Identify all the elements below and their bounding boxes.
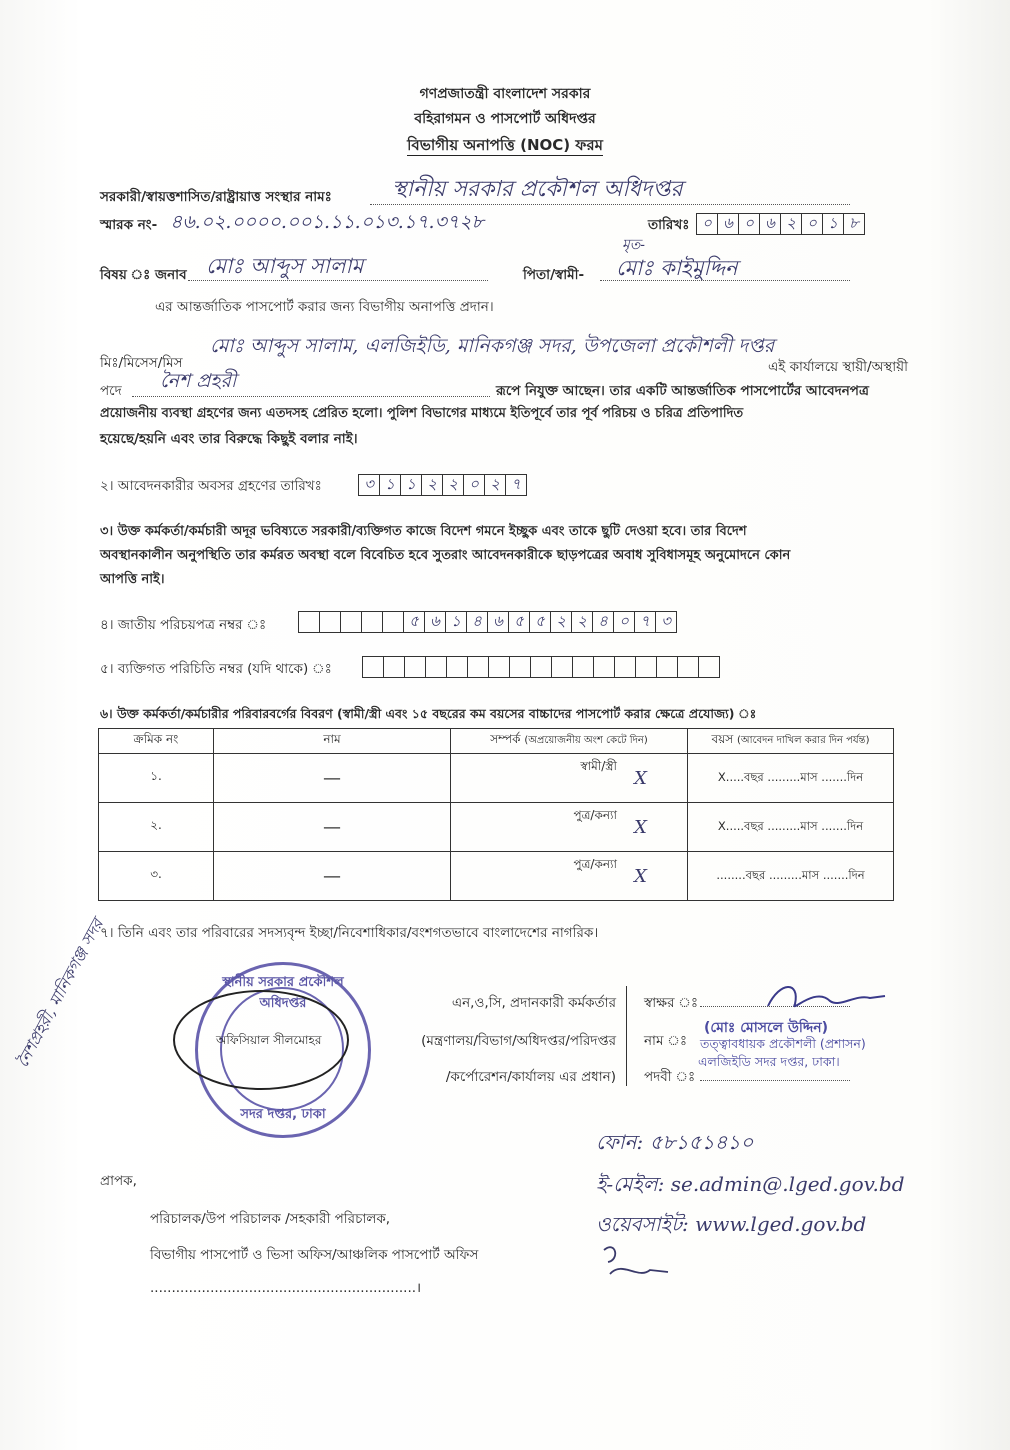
stamp-office: এলজিইডি সদর দপ্তর, ঢাকা। [698, 1054, 840, 1069]
retire-digit-box: ২ [484, 474, 506, 496]
family-relation-mark: X [634, 866, 647, 887]
item3-line3: আপত্তি নাই। [100, 572, 165, 587]
para1-hand: মোঃ আব্দুস সালাম, এলজিইডি, মানিকগঞ্জ সদর, উপজেলা প্রকৌশলী দপ্তর [210, 335, 775, 357]
family-row [99, 803, 894, 852]
citizenship-text: ৭। তিনি এবং তার পরিবারের সদস্যবৃন্দ ইচ্ছা/নিবেশাধিকার/বংশগতভাবে বাংলাদেশের নাগরিক। [100, 925, 599, 941]
family-relation-cell [451, 852, 688, 901]
pin-digit-box [551, 656, 573, 678]
nid-digit-box: ৭ [634, 611, 656, 633]
nid-digit-box: ৪ [592, 611, 614, 633]
form-title-text: বিভাগীয় অনাপত্তি (NOC) ফরম [407, 136, 603, 154]
nid-digit-box: ৬ [487, 611, 509, 633]
contact-email: ই-মেইল: se.admin@.lged.gov.bd [596, 1172, 905, 1196]
family-relation-mark: X [634, 768, 647, 789]
retire-digit-box: ১ [379, 474, 401, 496]
family-age: X.....বছর .........মাস .......দিন [688, 803, 894, 852]
contact-phone: ফোন: ৫৮১৫১৪১০ [596, 1130, 754, 1154]
nid-digit-box: ৫ [529, 611, 551, 633]
subject-line2: এর আন্তর্জাতিক পাসপোর্ট করার জন্য বিভাগীয় অনাপত্তি প্রদান। [155, 299, 494, 315]
item3-line1: ৩। উক্ত কর্মকর্তা/কর্মচারী অদূর ভবিষ্যতে সরকারী/ব্যক্তিগত কাজে বিদেশ গমনে ইচ্ছুক এবং তাকে ছুটি দেওয়া হবে। তার বিদেশ [100, 524, 747, 539]
family-relation-mark: X [634, 817, 647, 838]
para1-rest3: হয়েছে/হয়নি এবং তার বিরুদ্ধে কিছুই বলার নাই। [100, 431, 358, 447]
retire-digit-box: ৩ [358, 474, 380, 496]
post-label: পদে [100, 383, 122, 399]
nid-digit-box: ১ [445, 611, 467, 633]
nid-digit-box [298, 611, 320, 633]
date-boxes [696, 213, 864, 235]
family-row [99, 754, 894, 803]
pin-digit-box [362, 656, 384, 678]
pin-digit-box [614, 656, 636, 678]
date-digit-box: ৮ [843, 213, 865, 235]
para1-label: মিঃ/মিসেস/মিস [100, 355, 183, 371]
noc-line1: এন,ও,সি, প্রদানকারী কর্মকর্তার [451, 995, 616, 1011]
family-table [98, 728, 894, 901]
date-digit-box: ১ [822, 213, 844, 235]
seal-ring-top: স্থানীয় সরকার প্রকৌশল অধিদপ্তর [222, 975, 344, 1011]
department-title: বহিরাগমন ও পাসপোর্ট অধিদপ্তর [414, 111, 596, 127]
stamp-name: (মোঃ মোসলে উদ্দিন) [704, 1020, 828, 1036]
noc-line2: (মন্ত্রণালয়/বিভাগ/অধিদপ্তর/পরিদপ্তর [421, 1033, 616, 1049]
contact-web: ওয়েবসাইট: www.lged.gov.bd [596, 1212, 867, 1236]
col-age-label: বয়স [711, 732, 734, 746]
para1-rest1: রূপে নিযুক্ত আছেন। তার একটি আন্তর্জাতিক পাসপোর্টের আবেদনপত্র [496, 383, 869, 399]
family-serial: ৩. [99, 852, 214, 901]
recipient-line2: বিভাগীয় পাসপোর্ট ও ভিসা অফিস/আঞ্চলিক পাসপোর্ট অফিস [150, 1247, 479, 1263]
family-serial: ১. [99, 754, 214, 803]
family-age: X.....বছর .........মাস .......দিন [688, 754, 894, 803]
pin-digit-box [467, 656, 489, 678]
pin-label: ৫। ব্যক্তিগত পরিচিতি নম্বর (যদি থাকে) ঃ [100, 661, 332, 677]
recipient-label: প্রাপক, [100, 1173, 137, 1189]
seal-ring-bottom: সদর দপ্তর, ঢাকা [240, 1107, 326, 1122]
family-name: — [214, 852, 451, 901]
pin-digit-box [635, 656, 657, 678]
org-value: স্থানীয় সরকার প্রকৌশল অধিদপ্তর [392, 177, 683, 202]
noc-line3: /কর্পোরেশন/কার্যালয় এর প্রধান) [445, 1069, 616, 1085]
recipient-line1: পরিচালক/উপ পরিচালক /সহকারী পরিচালক, [150, 1211, 391, 1227]
family-row [99, 852, 894, 901]
col-age [688, 729, 894, 754]
retire-digit-box: ৭ [505, 474, 527, 496]
post-value: নৈশ প্রহরী [160, 370, 237, 392]
col-relation [451, 729, 688, 754]
pin-digit-box [656, 656, 678, 678]
initial-scribble [598, 1240, 678, 1290]
govt-title: গণপ্রজাতন্ত্রী বাংলাদেশ সরকার [419, 86, 591, 102]
seal-label: অফিসিয়াল সীলমোহর [216, 1033, 322, 1047]
para1-tail: এই কার্যালয়ে স্থায়ী/অস্থায়ী [768, 359, 908, 375]
father-prefix: মৃত- [622, 237, 646, 253]
name-label: নাম ঃ [644, 1033, 688, 1049]
date-digit-box: ৬ [759, 213, 781, 235]
nid-boxes [298, 611, 676, 633]
sign-label: স্বাক্ষর ঃ [644, 995, 699, 1011]
nid-digit-box: ৪ [466, 611, 488, 633]
pin-digit-box [677, 656, 699, 678]
stamp-post: তত্ত্বাবধায়ক প্রকৌশলী (প্রশাসন) [700, 1036, 866, 1051]
family-relation: স্বামী/স্ত্রী [580, 759, 617, 773]
signature-scribble [760, 976, 890, 1016]
nid-digit-box: ০ [613, 611, 635, 633]
col-relation-note: (অপ্রয়োজনীয় অংশ কেটে দিন) [524, 735, 648, 746]
col-relation-label: সম্পর্ক [490, 732, 521, 746]
form-title [0, 134, 1010, 159]
pin-digit-box [425, 656, 447, 678]
post-field-label: পদবী ঃ [644, 1069, 696, 1085]
family-age: ........বছর .........মাস .......দিন [688, 852, 894, 901]
nid-digit-box: ৬ [424, 611, 446, 633]
date-digit-box: ৬ [717, 213, 739, 235]
pin-digit-box [572, 656, 594, 678]
pin-digit-box [446, 656, 468, 678]
family-relation-cell [451, 754, 688, 803]
col-age-note: (আবেদন দাখিল করার দিন পর্যন্ত) [737, 735, 870, 746]
retire-digit-box: ২ [421, 474, 443, 496]
org-label: সরকারী/স্বায়ত্তশাসিত/রাষ্ট্রায়াত্ত সংস্থার নামঃ [100, 189, 332, 205]
pin-digit-box [488, 656, 510, 678]
date-digit-box: ০ [738, 213, 760, 235]
para1-rest2: প্রয়োজনীয় ব্যবস্থা গ্রহণের জন্য এতদসহ প্রেরিত হলো। পুলিশ বিভাগের মাধ্যমে ইতিপূর্বে তার পূর্ব পরিচয় ও চরিত্র প্রতিপাদিত [100, 406, 744, 421]
retire-boxes [358, 474, 526, 496]
date-digit-box: ০ [696, 213, 718, 235]
col-serial: ক্রমিক নং [99, 729, 214, 754]
side-note: নৈশপ্রহরী, মানিকগঞ্জ সদর [12, 915, 108, 1071]
subject-label: বিষয় ঃ জনাব [100, 267, 187, 283]
family-table-header [99, 729, 894, 754]
pin-digit-box [404, 656, 426, 678]
date-label: তারিখঃ [648, 217, 690, 233]
nid-digit-box: ২ [571, 611, 593, 633]
nid-label: ৪। জাতীয় পরিচয়পত্র নম্বর ঃ [100, 617, 267, 633]
nid-digit-box [361, 611, 383, 633]
pin-digit-box [509, 656, 531, 678]
post-field-line [700, 1070, 850, 1081]
recipient-line3: ..............................................................। [150, 1280, 422, 1296]
memo-label: স্মারক নং- [100, 217, 158, 233]
nid-digit-box: ২ [550, 611, 572, 633]
subject-name: মোঃ আব্দুস সালাম [206, 254, 364, 278]
family-name: — [214, 754, 451, 803]
family-label: ৬। উক্ত কর্মকর্তা/কর্মচারীর পরিবারবর্গের বিবরণ (স্বামী/স্ত্রী এবং ১৫ বছরের কম বয়সের বাচ্চাদের পাসপোর্ট করার ক্ষেত্রে প্রযোজ্য) ঃ [100, 706, 757, 721]
retire-label: ২। আবেদনকারীর অবসর গ্রহণের তারিখঃ [100, 478, 322, 494]
family-relation: পুত্র/কন্যা [573, 857, 617, 871]
father-name: মোঃ কাইমুদ্দিন [616, 256, 738, 280]
retire-digit-box: ১ [400, 474, 422, 496]
nid-digit-box [319, 611, 341, 633]
family-relation-cell [451, 803, 688, 852]
nid-digit-box [340, 611, 362, 633]
item3-line2: অবস্থানকালীন অনুপস্থিতি তার কর্মরত অবস্থা বলে বিবেচিত হবে সুতরাং আবেদনকারীকে ছাড়পত্রের অবাধ সুবিধাসমূহ অনুমোদনে কোন [100, 548, 791, 563]
nid-digit-box: ৩ [655, 611, 677, 633]
family-serial: ২. [99, 803, 214, 852]
retire-digit-box: ২ [442, 474, 464, 496]
nid-digit-box [382, 611, 404, 633]
pin-boxes [362, 656, 719, 678]
pin-digit-box [530, 656, 552, 678]
pin-digit-box [383, 656, 405, 678]
nid-digit-box: ৫ [508, 611, 530, 633]
family-name: — [214, 803, 451, 852]
date-digit-box: ০ [801, 213, 823, 235]
pin-digit-box [698, 656, 720, 678]
father-label: পিতা/স্বামী- [523, 267, 585, 283]
pin-digit-box [593, 656, 615, 678]
col-name: নাম [214, 729, 451, 754]
retire-digit-box: ০ [463, 474, 485, 496]
sign-divider [626, 986, 627, 1086]
memo-value: ৪৬.০২.০০০০.০০১.১১.০১৩.১৭.৩৭২৮ [170, 211, 484, 233]
family-relation: পুত্র/কন্যা [573, 808, 617, 822]
nid-digit-box: ৫ [403, 611, 425, 633]
date-digit-box: ২ [780, 213, 802, 235]
